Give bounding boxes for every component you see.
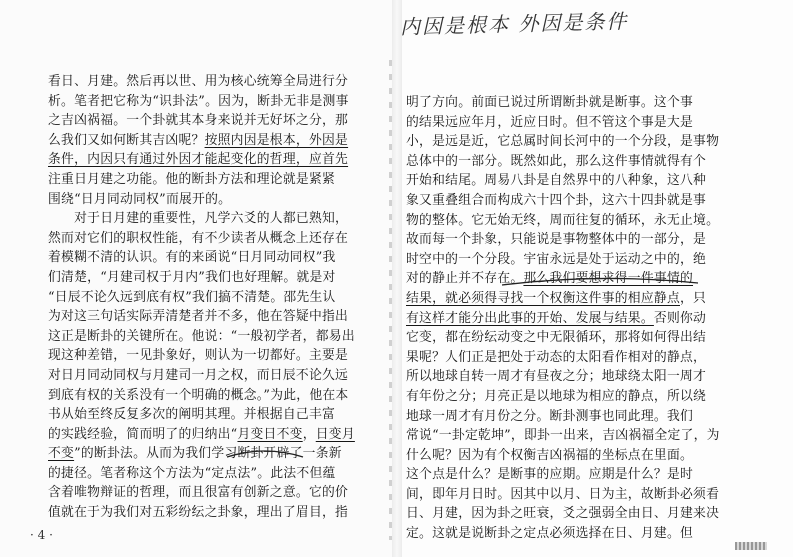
text-line — [406, 465, 732, 485]
text-line — [406, 504, 732, 524]
text-segment: 然而对它们的职权性能，有不少读者从概念上还存在 — [48, 230, 349, 246]
text-line — [48, 503, 376, 523]
text-line — [406, 191, 732, 211]
text-line — [406, 250, 732, 270]
text-segment: 间，即年月日时。因其中以月、日为主，故断卦必须看 — [406, 486, 720, 502]
text-line — [406, 289, 732, 309]
text-segment: 地球一周才有月份之分。断卦测事也同此理。我们 — [406, 408, 694, 424]
text-line — [48, 248, 376, 268]
text-segment: 它变，都在纷纭动变之中无限循环，那将如何得出结 — [406, 330, 707, 346]
text-line — [406, 230, 732, 250]
text-line — [48, 111, 376, 131]
text-segment: 时空中的一个分段。宇宙永远是处于运动之中的，绝 — [406, 251, 707, 267]
text-line — [48, 483, 376, 503]
text-segment: 日、月建，因为卦之旺衰，爻之强弱全由日、月建来决 — [406, 506, 720, 522]
text-line — [406, 93, 732, 113]
text-line — [48, 425, 376, 445]
underlined-text: 不变 — [48, 446, 75, 462]
text-segment: 到底有权的关系没有一个明确的概念。”为此，他在本 — [48, 387, 349, 403]
underlined-text: 日变月 — [315, 426, 355, 442]
text-line — [406, 426, 732, 446]
text-line — [48, 209, 376, 229]
text-line — [48, 92, 376, 112]
text-line — [48, 229, 376, 249]
text-segment: 为对这三句话实际弄清楚者并不多，他在答疑中指出 — [48, 309, 349, 325]
text-segment: 明了方向。前面已说过所谓断卦就是断事。这个事 — [406, 95, 694, 110]
text-segment: 这正是断卦的关键所在。他说：“一般初学者，都易出 — [48, 328, 355, 344]
left-text-column — [48, 72, 376, 523]
text-segment: “日辰不论久远到底有权”我们搞不清楚。邵先生认 — [48, 289, 336, 305]
text-segment: 围绕“日月同动同权”而展开的。 — [48, 191, 232, 207]
text-segment: 对于日月建的重要性，凡学六爻的人都已熟知， — [48, 211, 349, 227]
text-segment: 书从始至终反复多次的阐明其理。并根据自己丰富 — [48, 407, 336, 423]
text-segment: 之吉凶祸福。一个卦就其本身来说并无好坏之分，那 — [48, 113, 349, 129]
binding-shadow — [389, 60, 392, 540]
underlined-text: 结果，就必须得寻找一个权衡这件事的相应静点 — [406, 290, 680, 306]
text-segment: 值就在于为我们对五彩纷纭之卦象，理出了眉目，指 — [48, 505, 349, 521]
text-segment: 小，是远是近，它总属时间长河中的一个分段，是事物 — [406, 134, 720, 150]
text-segment: 的实践经验，简而明了的归纳出“ — [48, 426, 238, 442]
text-line — [48, 307, 376, 327]
text-segment: 的捷径。笔者称这个方法为“定点法”。此法不但蕴 — [48, 465, 336, 481]
text-segment: 总体中的一部分。既然如此，那么这件事情就得有个 — [406, 153, 707, 169]
underlined-text: 有这样才能分出此事的开始、发展与结果。 — [406, 310, 654, 326]
text-line — [48, 366, 376, 386]
text-segment: 么我们又如何断其吉凶呢？ — [48, 132, 205, 148]
text-line — [48, 444, 376, 464]
text-line — [48, 346, 376, 366]
text-line — [48, 131, 376, 151]
right-text-column — [406, 93, 732, 544]
text-line — [48, 288, 376, 308]
text-line — [48, 405, 376, 425]
text-segment: 这个点是什么？是断事的应期。应期是什么？是时 — [406, 467, 694, 483]
text-segment: ”的断卦法。从而为我们学习断卦开辟了一条新 — [74, 446, 342, 462]
text-segment: ，只 — [679, 290, 707, 306]
text-segment: 否则你动 — [653, 310, 707, 326]
underlined-text: 条件，内因只有通过外因才能起变化的哲理，应首先 — [48, 152, 349, 168]
text-segment: 析。笔者把它称为“识卦法”。因为，断卦无非是测事 — [48, 93, 349, 109]
text-line — [406, 211, 732, 231]
text-line — [406, 485, 732, 505]
text-segment: 所以地球自转一周才有昼夜之分；地球绕太阳一周才 — [406, 369, 707, 385]
text-line — [48, 386, 376, 406]
text-segment: 看日、月建。然后再以世、用为核心统筹全局进行分 — [48, 74, 349, 89]
book-gutter — [392, 0, 402, 557]
text-line — [48, 268, 376, 288]
text-line — [406, 171, 732, 191]
text-segment: 对的静止并不存在。 — [406, 271, 524, 287]
text-line — [48, 72, 376, 92]
text-segment: 什么呢？因为有个权衡吉凶祸福的坐标点在里面。 — [406, 447, 694, 463]
text-segment: 故而每一个卦象，只能说是事物整体中的一部分，是 — [406, 232, 707, 248]
text-line — [406, 446, 732, 466]
text-segment: 定。这就是说断卦之定点必须选择在日、月建。但 — [406, 526, 694, 542]
underlined-text: 按照内因是根本，外因是 — [204, 132, 349, 148]
text-line — [406, 348, 732, 368]
text-segment: 开始和结尾。周易八卦是自然界中的八种象，这八种 — [406, 173, 707, 189]
text-segment: 着模糊不清的认识。有的来函说“日月同动同权”我 — [48, 250, 336, 266]
text-line — [406, 367, 732, 387]
handwritten-annotation: 内因是根本 外因是条件 — [399, 9, 629, 39]
text-segment: 果呢？人们正是把处于动态的太阳看作相对的静点， — [406, 349, 707, 365]
text-segment: 常说“一卦定乾坤”，即卦一出来，吉凶祸福全定了，为 — [406, 428, 720, 444]
text-line — [406, 113, 732, 133]
text-line — [48, 464, 376, 484]
text-segment: 有年份之分；月亮正是以地球为相应的静点，所以绕 — [406, 388, 707, 404]
text-line — [406, 132, 732, 152]
text-segment: 注重日月建之功能。他的断卦方法和理论就是紧紧 — [48, 171, 336, 187]
text-line — [406, 152, 732, 172]
page-number: · 4 · — [30, 528, 53, 542]
text-segment: 象又重叠组合而构成六十四个卦，这六十四卦就是事 — [406, 192, 707, 208]
text-line — [406, 269, 732, 289]
text-segment: 物的整体。它无始无终，周而往复的循环，永无止境。 — [406, 212, 720, 228]
text-line — [406, 407, 732, 427]
text-segment: 们清楚，“月建司权于月内”我们也好理解。就是对 — [48, 269, 336, 285]
text-segment: 含着唯物辩证的哲理，而且很富有创新之意。它的价 — [48, 485, 349, 501]
text-line — [406, 387, 732, 407]
text-segment: 现这种差错，一见卦象好，则认为一切都好。主要是 — [48, 348, 349, 364]
text-line — [406, 524, 732, 544]
text-segment: ， — [302, 426, 316, 442]
text-segment: 的结果远应年月，近应日时。但不管这个事是大是 — [406, 114, 694, 130]
text-line — [48, 170, 376, 190]
underlined-text: 那么我们要想求得一件事情的 — [523, 271, 694, 287]
text-line — [406, 328, 732, 348]
text-line — [406, 309, 732, 329]
text-segment: 对日月同动同权与月建司一月之权，而日辰不论久远 — [48, 367, 349, 383]
text-line — [48, 150, 376, 170]
text-line — [48, 190, 376, 210]
underlined-text: 月变日不变 — [237, 426, 303, 442]
text-line — [48, 327, 376, 347]
scan-edge-mark — [735, 542, 767, 550]
